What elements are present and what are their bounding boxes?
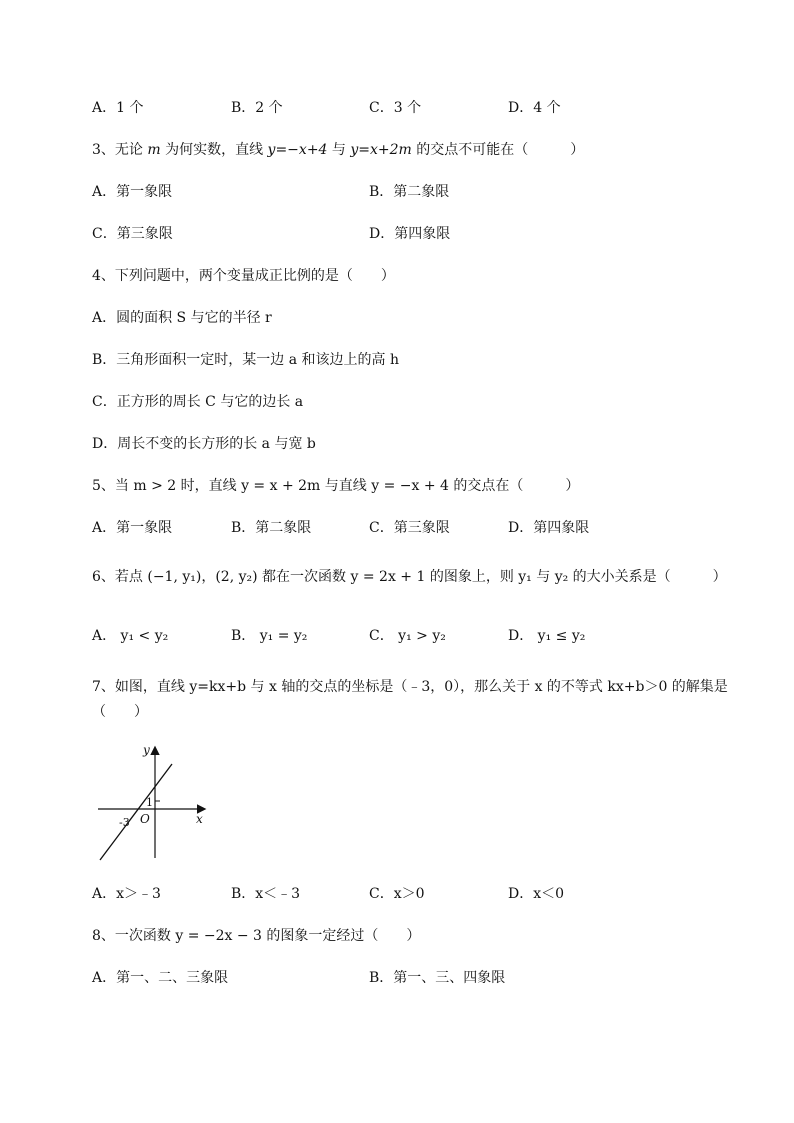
q3-option-a: A．第一象限 [92,184,173,200]
x-neg3-label: -3 [119,816,130,829]
q2-option-c: C．3 个 [369,100,422,116]
q3-stem-text-3: 与 [327,142,351,158]
line-kx-b [100,764,172,860]
q3-stem-eq1: y=−x+4 [267,142,328,158]
q8-stem: 8、一次函数 y = −2x − 3 的图象一定经过（ ） [92,928,421,944]
q4-option-a: A．圆的面积 S 与它的半径 r [92,310,272,326]
origin-label: O [140,812,150,826]
q6-option-d: D． y₁ ≤ y₂ [508,628,586,644]
q7-stem: 7、如图，直线 y=kx+b 与 x 轴的交点的坐标是（﹣3，0），那么关于 x 的不等式 kx+b＞0 的解集是 [92,679,728,695]
q3-option-b: B．第二象限 [369,184,450,200]
q5-option-c: C．第三象限 [369,520,450,536]
q4-stem: 4、下列问题中，两个变量成正比例的是（ ） [92,268,395,284]
q5-option-d: D．第四象限 [508,520,590,536]
q6-option-c: C． y₁ > y₂ [369,628,446,644]
q4-option-b: B．三角形面积一定时，某一边 a 和该边上的高 h [92,352,400,368]
y-one-label: 1 [146,796,153,809]
q2-option-a: A．1 个 [92,100,144,116]
q7-option-d: D．x＜0 [508,886,565,902]
q7-graph [92,742,210,862]
q7-graph-svg [92,742,210,862]
q3-stem-text-2: 为何实数，直线 [160,142,268,158]
q2-option-d: D．4 个 [508,100,561,116]
q6-option-b: B． y₁ = y₂ [231,628,308,644]
q3-stem-text-4: 的交点不可能在（ ） [411,142,585,158]
q3-stem [92,140,584,160]
q6-option-a: A． y₁ < y₂ [92,628,169,644]
q5-option-b: B．第二象限 [231,520,312,536]
q7-option-a: A．x＞﹣3 [92,886,161,902]
q5-option-a: A．第一象限 [92,520,173,536]
q2-option-b: B．2 个 [231,100,283,116]
q4-option-c: C．正方形的周长 C 与它的边长 a [92,394,304,410]
x-axis-label: x [196,812,203,826]
q5-stem: 5、当 m > 2 时，直线 y = x + 2m 与直线 y = −x + 4 的交点在（ ） [92,478,580,494]
q4-option-d: D．周长不变的长方形的长 a 与宽 b [92,436,316,452]
q3-option-c: C．第三象限 [92,226,173,242]
q7-option-b: B．x＜﹣3 [231,886,301,902]
q3-stem-text-1: 3、无论 [92,142,148,158]
q8-option-b: B．第一、三、四象限 [369,970,506,986]
q7-stem-continued: （ ） [92,704,148,720]
q6-stem: 6、若点 (−1, y₁)，(2, y₂) 都在一次函数 y = 2x + 1 的图象上，则 y₁ 与 y₂ 的大小关系是（ ） [92,569,727,585]
q8-option-a: A．第一、二、三象限 [92,970,229,986]
q7-option-c: C．x＞0 [369,886,425,902]
y-axis-label: y [143,743,150,757]
q3-option-d: D．第四象限 [369,226,451,242]
q3-stem-var-m: m [147,142,161,158]
q3-stem-eq2: y=x+2m [350,142,412,158]
